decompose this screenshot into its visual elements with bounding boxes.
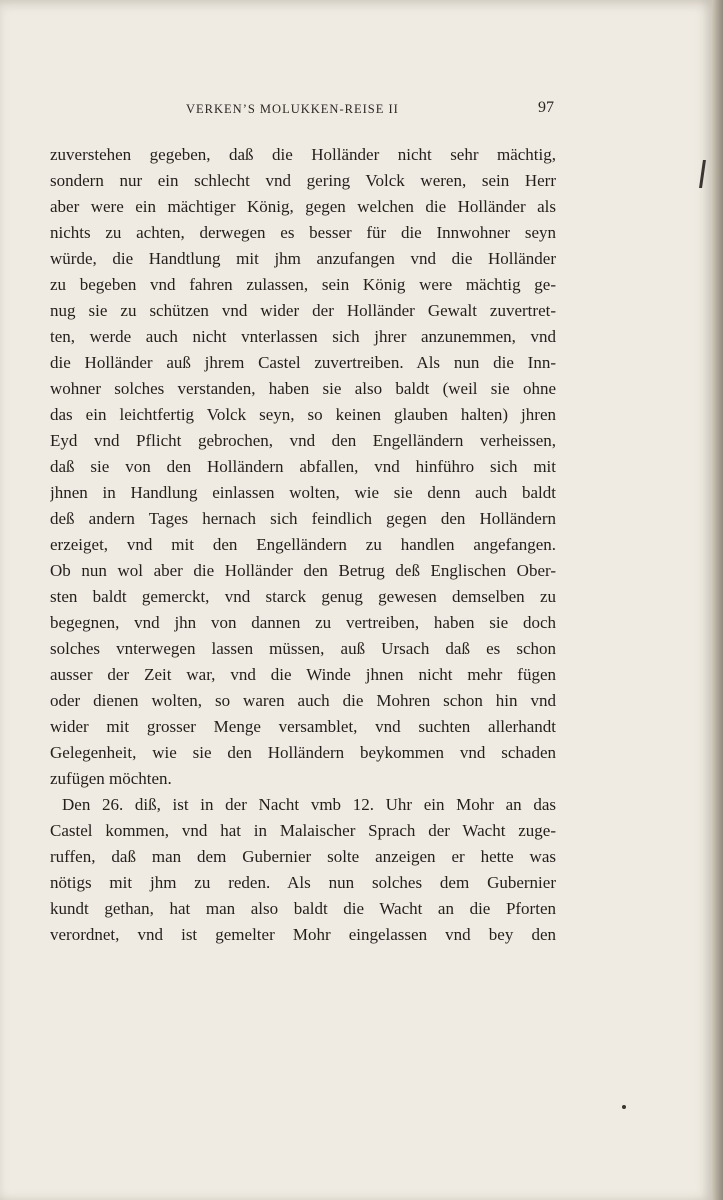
paper-speck [622, 1105, 626, 1109]
text-line: Eyd vnd Pflicht gebrochen, vnd den Engelländern verheissen, [50, 431, 556, 450]
text-line: sondern nur ein schlecht vnd gering Volck weren, sein Herr [50, 171, 556, 190]
text-line: sten baldt gemerckt, vnd starck genug gewesen demselben zu [50, 587, 556, 606]
text-line: die Holländer auß jhrem Castel zuvertreiben. Als nun die Inn- [50, 353, 556, 372]
text-line: das ein leichtfertig Volck seyn, so keinen glauben halten) jhren [50, 405, 556, 424]
text-line: ten, werde auch nicht vnterlassen sich jhrer anzunemmen, vnd [50, 327, 556, 346]
text-line: begegnen, vnd jhn von dannen zu vertreiben, haben sie doch [50, 613, 556, 632]
text-line: kundt gethan, hat man also baldt die Wacht an die Pforten [50, 899, 556, 918]
text-line: ausser der Zeit war, vnd die Winde jhnen nicht mehr fügen [50, 665, 556, 684]
running-header [186, 99, 554, 122]
text-line: zu begeben vnd fahren zulassen, sein König were mächtig ge- [50, 275, 556, 294]
text-line: erzeiget, vnd mit den Engelländern zu handlen angefangen. [50, 535, 556, 554]
text-line: daß sie von den Holländern abfallen, vnd hinführo sich mit [50, 457, 556, 476]
text-line: Gelegenheit, wie sie den Holländern beykommen vnd schaden [50, 743, 556, 762]
text-line: zuverstehen gegeben, daß die Holländer nicht sehr mächtig, [50, 145, 556, 164]
body-text [50, 142, 556, 948]
text-line: deß andern Tages hernach sich feindlich gegen den Holländern [50, 509, 556, 528]
page-edge-shadow [712, 0, 723, 1200]
text-line: würde, die Handtlung mit jhm anzufangen vnd die Holländer [50, 249, 556, 268]
text-line: wider mit grosser Menge versamblet, vnd suchten allerhandt [50, 717, 556, 736]
text-line: zufügen möchten. [50, 769, 172, 788]
running-title: VERKEN’S MOLUKKEN-REISE II [186, 102, 399, 116]
page-tab-mark [699, 160, 706, 188]
text-line: nötigs mit jhm zu reden. Als nun solches dem Gubernier [50, 873, 556, 892]
text-line: wohner solches verstanden, haben sie also baldt (weil sie ohne [50, 379, 556, 398]
page-number: 97 [538, 99, 554, 116]
text-line: Ob nun wol aber die Holländer den Betrug deß Englischen Ober- [50, 561, 556, 580]
text-line: solches vnterwegen lassen müssen, auß Ursach daß es schon [50, 639, 556, 658]
text-line: aber were ein mächtiger König, gegen welchen die Holländer als [50, 197, 556, 216]
text-line: verordnet, vnd ist gemelter Mohr eingelassen vnd bey den [50, 925, 556, 944]
text-line: jhnen in Handlung einlassen wolten, wie sie denn auch baldt [50, 483, 556, 502]
text-line: nug sie zu schützen vnd wider der Holländer Gewalt zuvertret- [50, 301, 556, 320]
text-line: ruffen, daß man dem Gubernier solte anzeigen er hette was [50, 847, 556, 866]
text-line: oder dienen wolten, so waren auch die Mohren schon hin vnd [50, 691, 556, 710]
text-line: Castel kommen, vnd hat in Malaischer Sprach der Wacht zuge- [50, 821, 556, 840]
text-line: nichts zu achten, derwegen es besser für die Innwohner seyn [50, 223, 556, 242]
paragraph-start-line: Den 26. diß, ist in der Nacht vmb 12. Uhr ein Mohr an das [62, 795, 556, 814]
